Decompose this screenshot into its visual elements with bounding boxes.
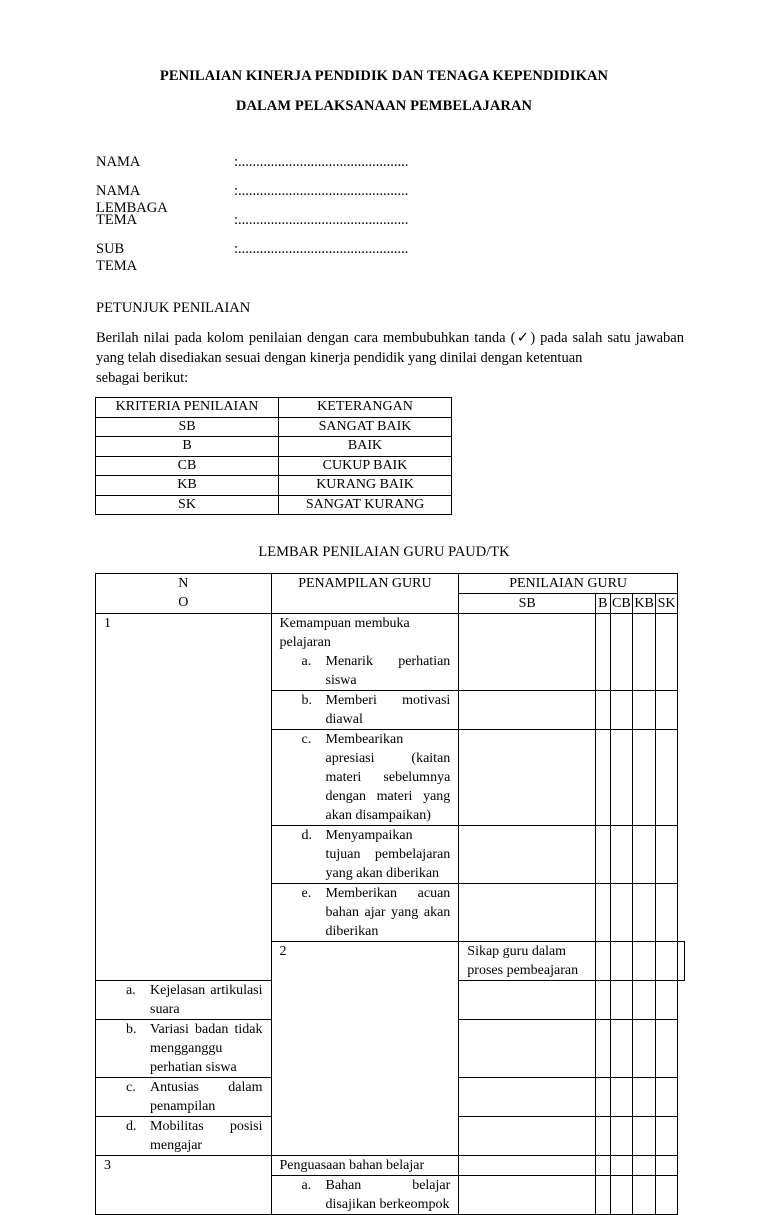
rating-cell-sb[interactable]	[459, 730, 596, 826]
rating-cell-sk[interactable]	[656, 826, 678, 884]
header-no	[96, 574, 272, 614]
section-item-cell	[271, 826, 459, 884]
section-title: Kemampuan membuka pelajaran	[279, 616, 410, 650]
identity-value: :...............................................	[234, 212, 409, 228]
identity-value: :...............................................	[234, 183, 409, 199]
identity-label: NAMA LEMBAGA	[96, 183, 168, 216]
rating-cell-b[interactable]	[595, 614, 610, 691]
list-item	[104, 981, 263, 1019]
assessment-table	[95, 573, 685, 1215]
criteria-code: KB	[96, 476, 279, 496]
item-letter: c.	[126, 1080, 136, 1095]
rating-cell-kb[interactable]	[633, 1117, 656, 1156]
list-item	[104, 1078, 263, 1116]
rating-cell-cb[interactable]	[610, 1078, 632, 1117]
rating-cell-sk[interactable]	[656, 1020, 678, 1078]
rating-cell-kb[interactable]	[633, 884, 656, 942]
criteria-description: SANGAT KURANG	[279, 495, 452, 515]
item-letter: b.	[301, 693, 313, 708]
rating-cell-b[interactable]	[595, 1078, 610, 1117]
section-number: 1	[96, 614, 272, 981]
rating-cell-b[interactable]	[595, 1117, 610, 1156]
criteria-table	[95, 397, 452, 515]
instructions-text	[96, 328, 684, 388]
criteria-description: KURANG BAIK	[279, 476, 452, 496]
list-item	[280, 826, 451, 883]
rating-cell-cb[interactable]	[610, 1176, 632, 1215]
item-letter: e.	[301, 886, 312, 901]
item-letter: a.	[301, 1178, 312, 1193]
rating-cell-cb[interactable]	[610, 981, 632, 1020]
section-item-cell	[96, 1117, 272, 1156]
criteria-description: BAIK	[279, 437, 452, 457]
rating-cell-sk[interactable]	[656, 1117, 678, 1156]
item-letter: b.	[126, 1022, 137, 1037]
table-row	[96, 614, 685, 691]
criteria-description: CUKUP BAIK	[279, 456, 452, 476]
section-item-cell	[271, 730, 459, 826]
rating-column-sk: SK	[656, 594, 678, 614]
rating-cell-sb[interactable]	[459, 1078, 596, 1117]
section-title: Penguasaan bahan belajar	[271, 1156, 459, 1176]
item-text: Memberikan acuan bahan ajar yang akan diberikan	[325, 886, 451, 939]
rating-cell-sb[interactable]	[459, 614, 596, 691]
header-no-line2: O	[178, 595, 189, 610]
item-text: Kejelasan artikulasi suara	[150, 983, 263, 1017]
rating-column-cb: CB	[610, 594, 632, 614]
criteria-code: SK	[96, 495, 279, 515]
rating-cell-sb[interactable]	[459, 1176, 596, 1215]
section-item-cell	[271, 884, 459, 942]
table-row	[96, 1156, 685, 1176]
rating-cell-b[interactable]	[595, 981, 610, 1020]
rating-cell-cb[interactable]	[610, 614, 632, 691]
item-text: Mobilitas posisi mengajar	[150, 1119, 263, 1153]
rating-cell-b[interactable]	[595, 691, 610, 730]
rating-cell-sk[interactable]	[656, 1156, 678, 1176]
instructions-body: Berilah nilai pada kolom penilaian dengan cara membubuhkan tanda (✓) pada salah satu jawaban yang telah disediakan sesuai dengan kinerja pendidik yang dinilai dengan ketentuan	[96, 330, 684, 366]
rating-cell-kb[interactable]	[633, 1176, 656, 1215]
rating-column-kb: KB	[633, 594, 656, 614]
rating-cell-cb[interactable]	[610, 1156, 632, 1176]
rating-cell-sk[interactable]	[656, 981, 678, 1020]
sheet-title: LEMBAR PENILAIAN GURU PAUD/TK	[258, 544, 510, 560]
rating-cell-kb[interactable]	[633, 691, 656, 730]
identity-value: :...............................................	[234, 241, 409, 257]
rating-cell-b[interactable]	[595, 730, 610, 826]
header-rating: PENILAIAN GURU	[459, 574, 678, 594]
rating-cell-sb[interactable]	[459, 826, 596, 884]
section-item-cell	[271, 1176, 459, 1215]
rating-cell-sb[interactable]	[459, 884, 596, 942]
identity-label: NAMA	[96, 154, 141, 170]
section-number: 3	[96, 1156, 272, 1215]
rating-cell-cb[interactable]	[610, 1020, 632, 1078]
list-item	[280, 691, 451, 729]
rating-cell-b[interactable]	[595, 1156, 610, 1176]
rating-cell-sk[interactable]	[677, 942, 684, 981]
section-item-cell	[271, 614, 459, 691]
table-row	[96, 495, 452, 515]
section-item-cell	[96, 981, 272, 1020]
table-row	[96, 456, 452, 476]
section-title: Sikap guru dalam proses pembeajaran	[459, 942, 596, 981]
rating-cell-b[interactable]	[610, 942, 632, 981]
rating-cell-kb[interactable]	[633, 826, 656, 884]
rating-cell-cb[interactable]	[610, 1117, 632, 1156]
list-item	[280, 730, 451, 825]
instructions-heading: PETUNJUK PENILAIAN	[96, 300, 251, 316]
identity-label: TEMA	[96, 212, 138, 228]
table-row	[96, 476, 452, 496]
assessment-header-row	[96, 574, 685, 594]
section-item-cell	[96, 1078, 272, 1117]
rating-column-sb: SB	[459, 594, 596, 614]
rating-cell-cb[interactable]	[610, 730, 632, 826]
criteria-header-row	[96, 398, 452, 418]
rating-cell-kb[interactable]	[633, 730, 656, 826]
item-letter: d.	[301, 828, 313, 843]
rating-cell-sb[interactable]	[595, 942, 610, 981]
rating-cell-cb[interactable]	[633, 942, 656, 981]
rating-cell-sk[interactable]	[656, 730, 678, 826]
item-text: Antusias dalam penampilan	[150, 1080, 263, 1114]
rating-cell-cb[interactable]	[610, 884, 632, 942]
rating-cell-sb[interactable]	[459, 691, 596, 730]
rating-cell-sk[interactable]	[656, 1078, 678, 1117]
section-item-cell	[271, 691, 459, 730]
identity-label: SUB TEMA	[96, 241, 138, 274]
table-row	[96, 437, 452, 457]
rating-cell-kb[interactable]	[633, 1156, 656, 1176]
rating-cell-b[interactable]	[595, 1176, 610, 1215]
rating-cell-sb[interactable]	[459, 981, 596, 1020]
criteria-header-cell: KETERANGAN	[279, 398, 452, 418]
section-item-cell	[96, 1020, 272, 1078]
rating-cell-sb[interactable]	[459, 1156, 596, 1176]
item-letter: c.	[301, 732, 312, 747]
rating-cell-b[interactable]	[595, 884, 610, 942]
criteria-code: SB	[96, 417, 279, 437]
list-item	[280, 652, 451, 690]
table-row	[96, 417, 452, 437]
rating-cell-sk[interactable]	[656, 884, 678, 942]
item-text: Membearikan apresiasi (kaitan materi sebelumnya dengan materi yang akan disampaikan)	[325, 732, 451, 823]
list-item	[280, 884, 451, 941]
header-no-line1: N	[178, 576, 189, 591]
rating-column-b: B	[595, 594, 610, 614]
item-letter: a.	[126, 983, 136, 998]
list-item	[104, 1020, 263, 1077]
section-number: 2	[271, 942, 459, 1156]
instructions-last-line: sebagai berikut:	[96, 370, 189, 386]
rating-cell-b[interactable]	[595, 1020, 610, 1078]
rating-cell-sk[interactable]	[656, 1176, 678, 1215]
rating-cell-cb[interactable]	[610, 826, 632, 884]
rating-cell-kb[interactable]	[656, 942, 678, 981]
item-letter: a.	[301, 654, 312, 669]
criteria-code: CB	[96, 456, 279, 476]
list-item	[280, 1176, 451, 1214]
rating-cell-sk[interactable]	[656, 614, 678, 691]
rating-cell-kb[interactable]	[633, 981, 656, 1020]
document-title-line2: DALAM PELAKSANAAN PEMBELAJARAN	[235, 98, 533, 114]
criteria-description: SANGAT BAIK	[279, 417, 452, 437]
criteria-code: B	[96, 437, 279, 457]
list-item	[104, 1117, 263, 1155]
rating-cell-sb[interactable]	[459, 1020, 596, 1078]
identity-value: :...............................................	[234, 154, 409, 170]
criteria-header-cell: KRITERIA PENILAIAN	[96, 398, 279, 418]
item-text: Menyampaikan tujuan pembelajaran yang akan diberikan	[325, 828, 451, 881]
rating-cell-kb[interactable]	[633, 614, 656, 691]
rating-cell-sk[interactable]	[656, 691, 678, 730]
item-letter: d.	[126, 1119, 137, 1134]
item-text: Menarik perhatian siswa	[325, 654, 451, 688]
header-performance: PENAMPILAN GURU	[271, 574, 459, 614]
rating-cell-kb[interactable]	[633, 1020, 656, 1078]
item-text: Variasi badan tidak mengganggu perhatian siswa	[150, 1022, 263, 1075]
rating-cell-sb[interactable]	[459, 1117, 596, 1156]
document-title-line1: PENILAIAN KINERJA PENDIDIK DAN TENAGA KEPENDIDIKAN	[159, 68, 609, 84]
rating-cell-kb[interactable]	[633, 1078, 656, 1117]
rating-cell-b[interactable]	[595, 826, 610, 884]
rating-cell-cb[interactable]	[610, 691, 632, 730]
item-text: Bahan belajar disajikan berkeompok	[325, 1178, 451, 1212]
item-text: Memberi motivasi diawal	[325, 693, 451, 727]
